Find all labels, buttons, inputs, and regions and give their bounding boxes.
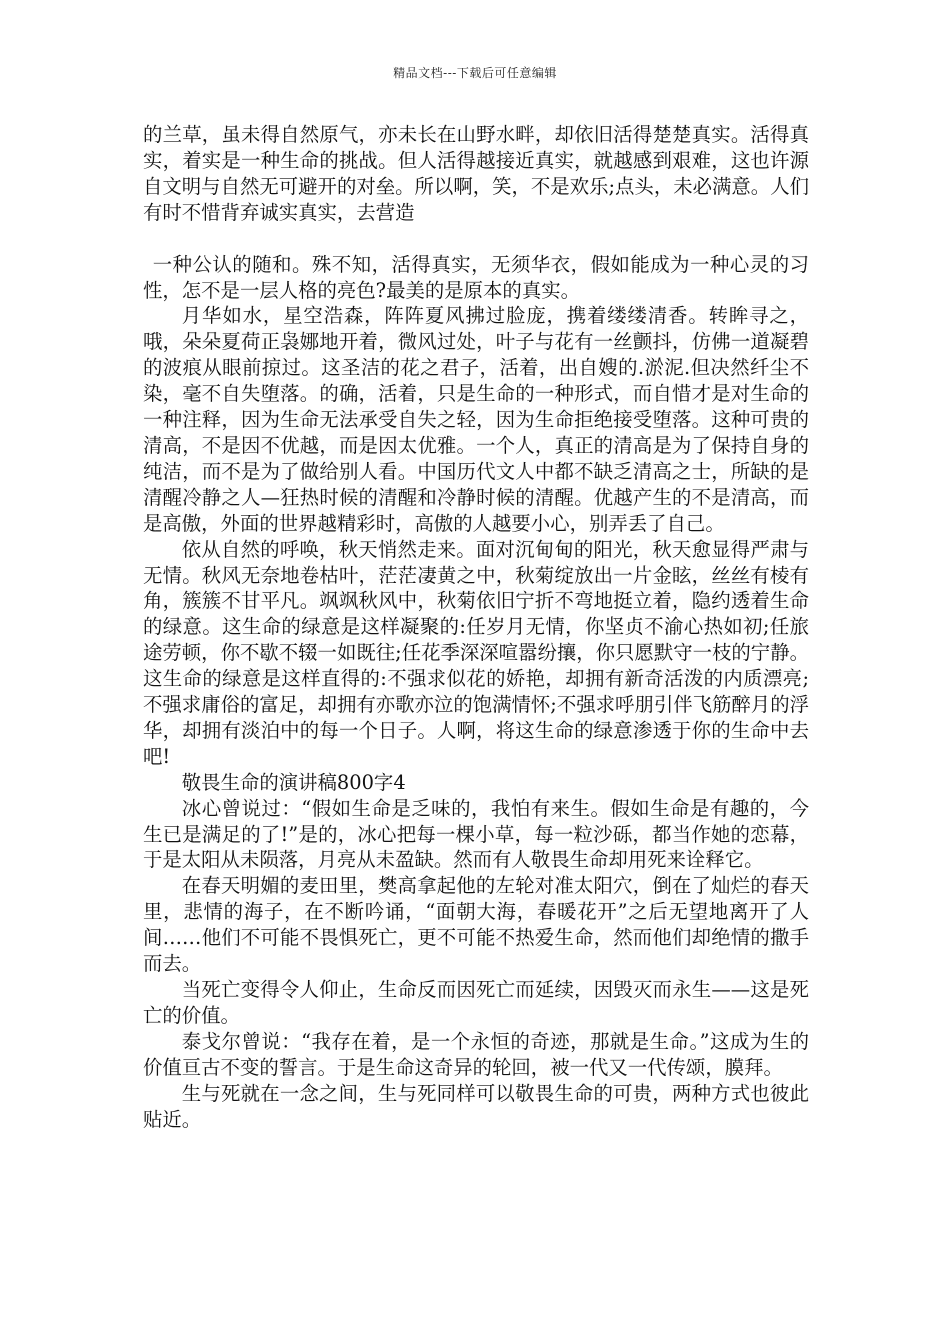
paragraph: 一种公认的随和。殊不知，活得真实，无须华衣，假如能成为一种心灵的习性，怎不是一层人格的亮色?最美的是原本的真实。 [143, 252, 809, 302]
paragraph: 的兰草，虽未得自然原气，亦未长在山野水畔，却依旧活得楚楚真实。活得真实，着实是一种生命的挑战。但人活得越接近真实，就越感到艰难，这也许源自文明与自然无可避开的对垒。所以啊，笑，不是欢乐;点头，未必满意。人们有时不惜背弃诚实真实，去营造 [143, 123, 809, 224]
paragraph: 依从自然的呼唤，秋天悄然走来。面对沉甸甸的阳光，秋天愈显得严肃与无情。秋风无奈地卷枯叶，茫茫凄黄之中，秋菊绽放出一片金眩，丝丝有棱有角，簇簇不甘平凡。飒飒秋风中，秋菊依旧宁折不弯地挺立着，隐约透着生命的绿意。这生命的绿意是这样凝聚的:任岁月无情，你坚贞不渝心热如初;任旅途劳顿，你不歇不辍一如既往;任花季深深喧嚣纷攘，你只愿默守一枝的宁静。这生命的绿意是这样直得的:不强求似花的娇艳，却拥有新奇活泼的内质漂亮;不强求庸俗的富足，却拥有亦歌亦泣的饱满情怀;不强求呼朋引伴飞筋醉月的浮华，却拥有淡泊中的每一个日子。人啊，将这生命的绿意渗透于你的生命中去吧! [143, 537, 809, 768]
paragraph: 当死亡变得令人仰止，生命反而因死亡而延续，因毁灭而永生——这是死亡的价值。 [143, 978, 809, 1027]
paragraph: 泰戈尔曾说：“我存在着，是一个永恒的奇迹，那就是生命。”这成为生的价值亘古不变的誓言。于是生命这奇异的轮回，被一代又一代传颂，膜拜。 [143, 1029, 809, 1079]
page-break-gap [143, 226, 809, 252]
paragraph: 月华如水，星空浩森，阵阵夏风拂过脸庞，携着缕缕清香。转眸寻之，哦，朵朵夏荷正袅娜地开着，微风过处，叶子与花有一丝颤抖，仿佛一道凝碧的波痕从眼前掠过。这圣洁的花之君子，活着，出自嫂的.淤泥.但决然纤尘不染，毫不自失堕落。的确，活着，只是生命的一种形式，而自惜才是对生命的一种注释，因为生命无法承受自失之轻，因为生命拒绝接受堕落。这种可贵的清高，不是因不优越，而是因太优雅。一个人，真正的清高是为了保持自身的纯洁，而不是为了做给别人看。中国历代文人中都不缺乏清高之士，所缺的是清醒冷静之人—狂热时候的清醒和冷静时候的清醒。优越产生的不是清高，而是高傲，外面的世界越精彩时，高傲的人越要小心，别弄丢了自己。 [143, 304, 809, 535]
page-header: 精品文档---下载后可任意编辑 [393, 66, 557, 80]
paragraph: 在春天明媚的麦田里，樊高拿起他的左轮对准太阳穴，倒在了灿烂的春天里，悲情的海子，在不断吟诵，“面朝大海，春暖花开”之后无望地离开了人间……他们不可能不畏惧死亡，更不可能不热爱生命，然而他们却绝情的撒手而去。 [143, 874, 809, 976]
section-heading: 敬畏生命的演讲稿800字4 [181, 770, 406, 794]
document-body [143, 122, 809, 1132]
paragraph: 生与死就在一念之间，生与死同样可以敬畏生命的可贵，两种方式也彼此贴近。 [143, 1081, 809, 1131]
paragraph: 冰心曾说过：“假如生命是乏味的，我怕有来生。假如生命是有趣的，今生已是满足的了!”是的，冰心把每一棵小草，每一粒沙砾，都当作她的恋幕，于是太阳从未陨落，月亮从未盈缺。然而有人敬畏生命却用死来诠释它。 [143, 796, 809, 872]
